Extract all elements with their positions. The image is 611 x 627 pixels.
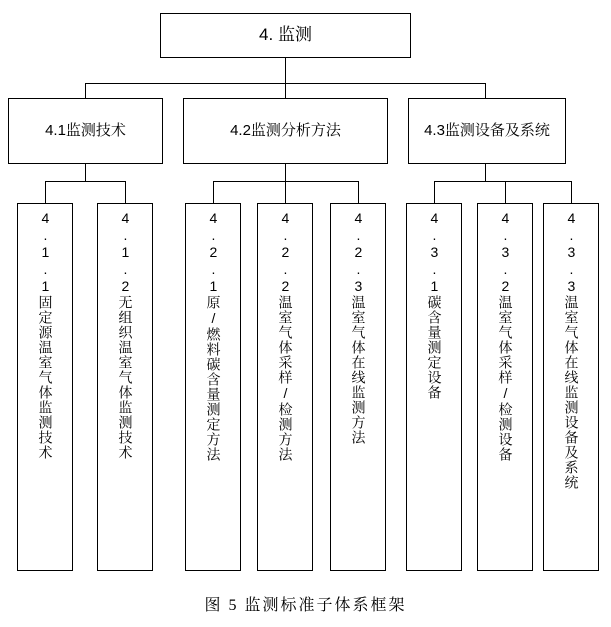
node-4-2-2: [257, 203, 313, 571]
connector-drop-4-1-1: [45, 181, 46, 203]
connector-4-2-stem: [285, 164, 286, 181]
node-4-1-2: [97, 203, 153, 571]
node-4-1-1: [17, 203, 73, 571]
node-4-2-2-label: 4.2.2温室气体采样/检测方法: [277, 210, 294, 462]
connector-root-stem: [285, 58, 286, 83]
node-4-3-1: [406, 203, 462, 571]
node-4-3-3-label: 4.3.3温室气体在线监测设备及系统: [563, 210, 580, 490]
node-4-1-2-label: 4.1.2无组织温室气体监测技术: [117, 210, 134, 460]
connector-drop-4-2-1: [213, 181, 214, 203]
node-4-3-2: [477, 203, 533, 571]
connector-drop-4-3-3: [571, 181, 572, 203]
node-4-1: [8, 98, 163, 164]
connector-4-3-stem: [485, 164, 486, 181]
node-4-2-label: 4.2监测分析方法: [230, 121, 341, 139]
connector-drop-4-1-2: [125, 181, 126, 203]
connector-drop-4-2-3: [358, 181, 359, 203]
connector-drop-l2-3: [485, 83, 486, 98]
connector-4-1-bus: [45, 181, 125, 182]
connector-drop-l2-1: [85, 83, 86, 98]
connector-4-3-bus: [434, 181, 571, 182]
node-4-2-1: [185, 203, 241, 571]
node-4-2-3-label: 4.2.3温室气体在线监测方法: [350, 210, 367, 445]
connector-4-1-stem: [85, 164, 86, 181]
node-4-2: [183, 98, 388, 164]
connector-drop-4-2-2: [285, 181, 286, 203]
figure-caption: 图 5 监测标准子体系框架: [204, 597, 407, 614]
connector-drop-4-3-2: [505, 181, 506, 203]
node-4-1-1-label: 4.1.1固定源温室气体监测技术: [37, 210, 54, 460]
node-4-1-label: 4.1监测技术: [45, 121, 126, 139]
node-4-2-3: [330, 203, 386, 571]
connector-drop-l2-2: [285, 83, 286, 98]
connector-drop-4-3-1: [434, 181, 435, 203]
node-4-3-label: 4.3监测设备及系统: [424, 121, 550, 139]
node-4-3-3: [543, 203, 599, 571]
node-4-3-1-label: 4.3.1碳含量测定设备: [426, 210, 443, 400]
node-root: [160, 13, 411, 58]
node-root-label: 4. 监测: [259, 25, 312, 45]
node-4-3: [408, 98, 566, 164]
node-4-3-2-label: 4.3.2温室气体采样/检测设备: [497, 210, 514, 462]
node-4-2-1-label: 4.2.1原/燃料碳含量测定方法: [205, 210, 222, 462]
